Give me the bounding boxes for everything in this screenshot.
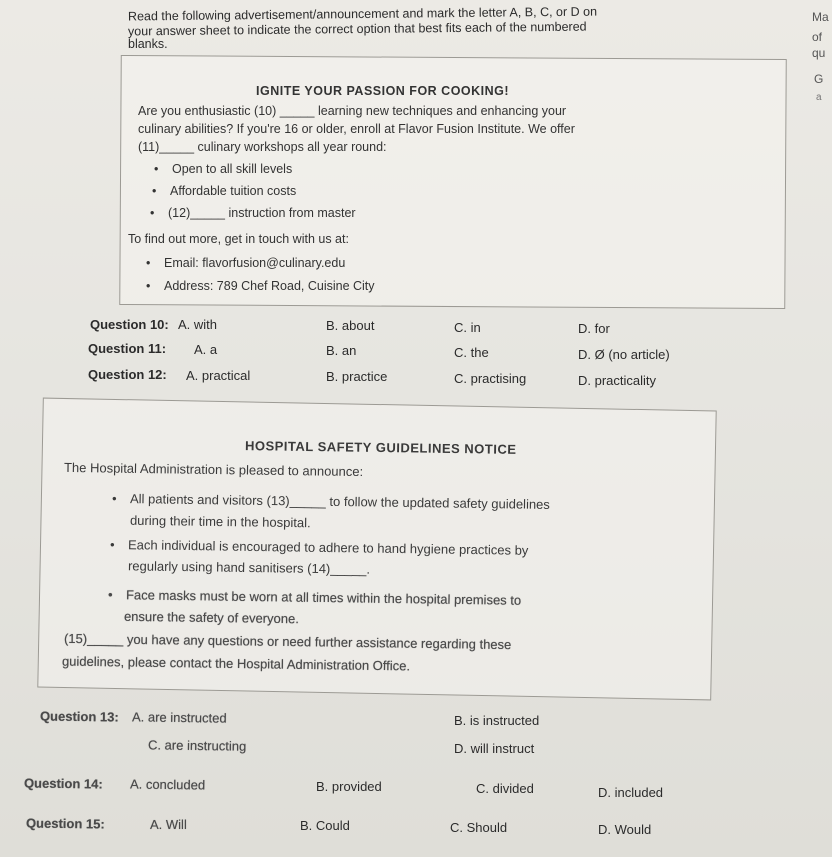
option-a: A. practical xyxy=(186,368,251,383)
notice-bullet-line: • All patients and visitors (13)_____ to follow the updated safety guidelines xyxy=(130,491,550,512)
option-b: B. Could xyxy=(300,818,350,833)
instruction-line-2: your answer sheet to indicate the correct option that best fits each of the numbered xyxy=(127,19,587,39)
question-label: Question 15: xyxy=(25,815,105,832)
option-d: D. practicality xyxy=(578,373,657,388)
notice-title: HOSPITAL SAFETY GUIDELINES NOTICE xyxy=(244,438,517,457)
ad-bullet: • (12)_____ instruction from master xyxy=(168,206,356,220)
side-fragment: G xyxy=(814,72,824,86)
question-label: Question 14: xyxy=(23,775,103,792)
option-a: A. a xyxy=(194,342,218,357)
question-label: Question 13: xyxy=(39,708,119,725)
ad-bullet: • Affordable tuition costs xyxy=(170,184,296,198)
ad-paragraph-line: culinary abilities? If you're 16 or older, enroll at Flavor Fusion Institute. We offer xyxy=(138,122,575,136)
side-fragment: of xyxy=(812,30,823,44)
notice-bullet-line: ensure the safety of everyone. xyxy=(123,608,299,627)
option-b: B. provided xyxy=(316,779,382,794)
ad-contact-address: • Address: 789 Chef Road, Cuisine City xyxy=(164,279,375,293)
option-d: D. included xyxy=(598,785,664,800)
option-a: A. are instructed xyxy=(131,709,227,726)
notice-bullet-line: • Face masks must be worn at all times within the hospital premises to xyxy=(126,587,521,608)
option-b: B. an xyxy=(326,343,357,358)
ad-contact-intro: To find out more, get in touch with us at: xyxy=(128,232,349,246)
option-b: B. is instructed xyxy=(454,713,540,728)
notice-bullet-line: during their time in the hospital. xyxy=(129,512,311,531)
option-d: D. will instruct xyxy=(454,741,535,756)
question-label: Question 12: xyxy=(88,367,167,382)
option-c: C. practising xyxy=(454,371,527,386)
ad-contact-email: • Email: flavorfusion@culinary.edu xyxy=(164,256,345,270)
side-fragment: qu xyxy=(812,46,826,60)
question-label: Question 10: xyxy=(90,317,169,332)
notice-closing-line: (15)_____ you have any questions or need further assistance regarding these xyxy=(63,630,512,653)
ad-title: IGNITE YOUR PASSION FOR COOKING! xyxy=(256,84,510,98)
notice-closing-line: guidelines, please contact the Hospital Administration Office. xyxy=(61,653,411,674)
option-d: D. Would xyxy=(598,822,652,837)
option-d: D. Ø (no article) xyxy=(578,347,670,362)
notice-intro: The Hospital Administration is pleased to announce: xyxy=(63,459,364,480)
option-b: B. practice xyxy=(326,369,388,384)
ad-paragraph-line: Are you enthusiastic (10) _____ learning new techniques and enhancing your xyxy=(138,104,567,118)
option-c: C. in xyxy=(454,320,481,335)
instruction-line-1: Read the following advertisement/announcement and mark the letter A, B, C, or D on xyxy=(127,4,598,24)
option-c: C. Should xyxy=(450,820,508,835)
option-a: A. with xyxy=(178,317,218,332)
option-c: C. the xyxy=(454,345,489,360)
side-fragment: a xyxy=(816,92,822,103)
notice-bullet-line: regularly using hand sanitisers (14)_____. xyxy=(127,558,371,577)
notice-bullet-line: • Each individual is encouraged to adhere to hand hygiene practices by xyxy=(128,537,529,558)
option-c: C. divided xyxy=(476,781,534,796)
option-b: B. about xyxy=(326,318,375,333)
ad-bullet: • Open to all skill levels xyxy=(172,162,292,176)
option-c: C. are instructing xyxy=(147,737,247,754)
ad-paragraph-line: (11)_____ culinary workshops all year round: xyxy=(138,140,387,154)
instruction-line-3: blanks. xyxy=(128,37,168,51)
side-fragment: Ma xyxy=(812,10,829,24)
option-a: A. Will xyxy=(150,817,187,832)
option-a: A. concluded xyxy=(129,776,206,793)
question-label: Question 11: xyxy=(88,341,167,356)
option-d: D. for xyxy=(578,321,610,336)
